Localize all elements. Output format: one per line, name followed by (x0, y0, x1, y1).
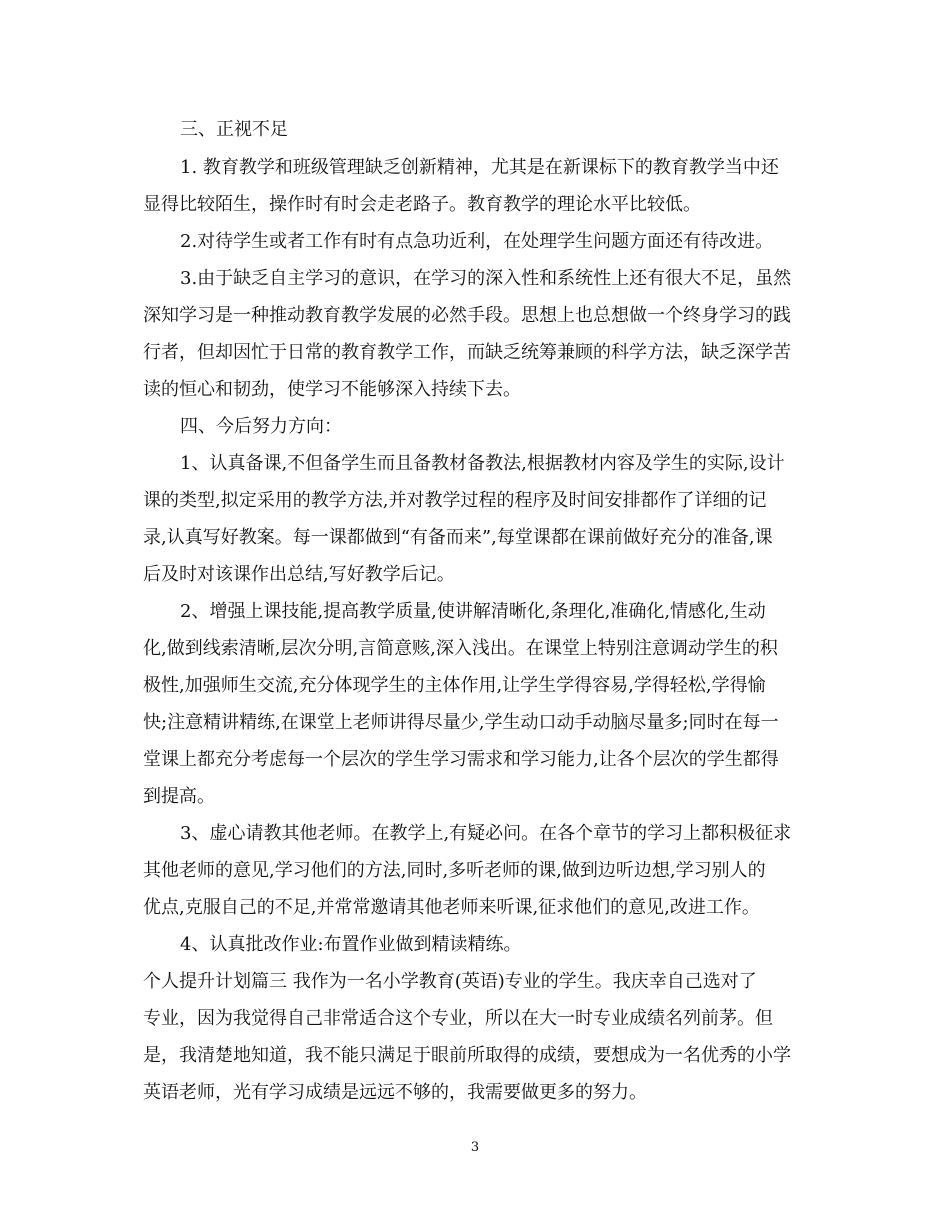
section-heading: 四、今后努力方向： (180, 416, 342, 437)
paragraph-line: 深知学习是一种推动教育教学发展的必然手段。思想上也总想做一个终身学习的践 (143, 305, 791, 326)
paragraph-line: 录,认真写好教案。每一课都做到“有备而来”,每堂课都在课前做好充分的准备,课 (143, 527, 773, 548)
paragraph-line: 4、认真批改作业:布置作业做到精读精练。 (180, 934, 522, 955)
paragraph-line: 课的类型,拟定采用的教学方法,并对教学过程的程序及时间安排都作了详细的记 (143, 490, 767, 511)
paragraph-line: 1. 教育教学和班级管理缺乏创新精神，尤其是在新课标下的教育教学当中还 (180, 157, 779, 178)
paragraph-line: 其他老师的意见,学习他们的方法,同时,多听老师的课,做到边听边想,学习别人的 (143, 860, 766, 881)
paragraph-line: 专业，因为我觉得自己非常适合这个专业，所以在大一时专业成绩名列前茅。但 (143, 1008, 773, 1029)
paragraph-line: 个人提升计划篇三 我作为一名小学教育(英语)专业的学生。我庆幸自己选对了 (143, 971, 757, 992)
paragraph-line: 到提高。 (143, 786, 215, 807)
paragraph-line: 极性,加强师生交流,充分体现学生的主体作用,让学生学得容易,学得轻松,学得愉 (143, 675, 766, 696)
paragraph-line: 英语老师，光有学习成绩是远远不够的，我需要做更多的努力。 (143, 1082, 647, 1103)
paragraph-line: 是，我清楚地知道，我不能只满足于眼前所取得的成绩，要想成为一名优秀的小学 (143, 1045, 791, 1066)
paragraph-line: 优点,克服自己的不足,并常常邀请其他老师来听课,征求他们的意见,改进工作。 (143, 897, 760, 918)
paragraph-line: 1、认真备课,不但备学生而且备教材备教法,根据教材内容及学生的实际,设计 (180, 453, 785, 474)
paragraph-line: 读的恒心和韧劲，使学习不能够深入持续下去。 (143, 379, 521, 400)
paragraph-line: 2.对待学生或者工作有时有点急功近利，在处理学生问题方面还有待改进。 (180, 231, 774, 252)
paragraph-line: 2、增强上课技能,提高教学质量,使讲解清晰化,条理化,准确化,情感化,生动 (180, 601, 766, 622)
paragraph-line: 堂课上都充分考虑每一个层次的学生学习需求和学习能力,让各个层次的学生都得 (143, 749, 779, 770)
paragraph-line: 行者，但却因忙于日常的教育教学工作，而缺乏统筹兼顾的科学方法，缺乏深学苦 (143, 342, 791, 363)
section-heading: 三、正视不足 (180, 119, 288, 140)
paragraph-line: 3、虚心请教其他老师。在教学上,有疑必问。在各个章节的学习上都积极征求 (180, 823, 792, 844)
paragraph-line: 显得比较陌生，操作时有时会走老路子。教育教学的理论水平比较低。 (143, 194, 701, 215)
page-number: 3 (470, 1140, 480, 1155)
paragraph-line: 后及时对该课作出总结,写好教学后记。 (143, 564, 455, 585)
paragraph-line: 化,做到线索清晰,层次分明,言简意赅,深入浅出。在课堂上特别注意调动学生的积 (143, 638, 778, 659)
paragraph-line: 3.由于缺乏自主学习的意识，在学习的深入性和系统性上还有很大不足，虽然 (180, 268, 792, 289)
paragraph-line: 快;注意精讲精练,在课堂上老师讲得尽量少,学生动口动手动脑尽量多;同时在每一 (143, 712, 779, 733)
